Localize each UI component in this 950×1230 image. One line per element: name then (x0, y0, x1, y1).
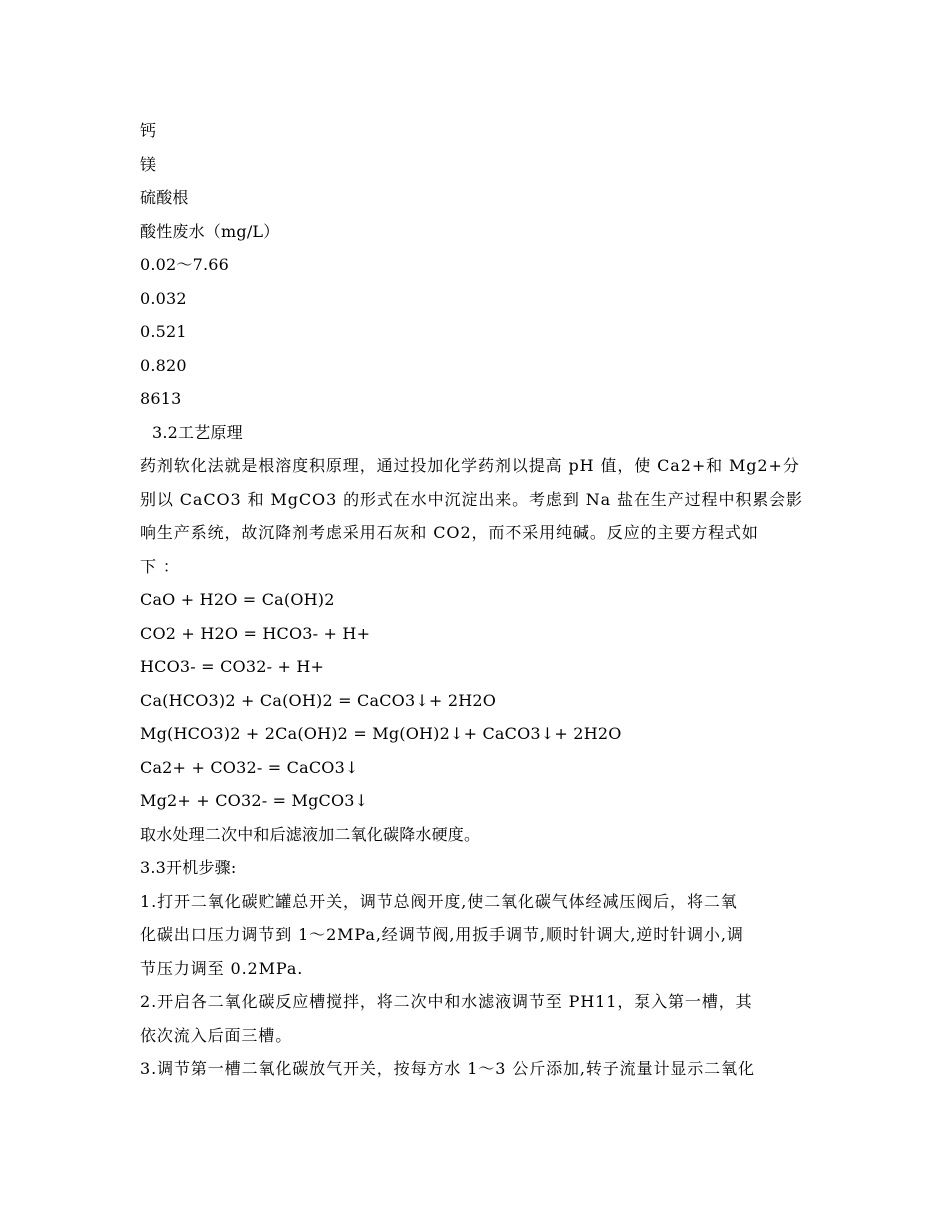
paragraph-line: 别以 CaCO3 和 MgCO3 的形式在水中沉淀出来。考虑到 Na 盐在生产过程中积累会影 (140, 489, 803, 509)
startup-step-2 (140, 985, 815, 1052)
table-value-4: 0.820 (140, 355, 187, 375)
table-value-1: 0.02～7.66 (140, 255, 230, 274)
startup-step-1 (140, 885, 815, 986)
paragraph-line: 响生产系统，故沉降剂考虑采用石灰和 CO2，而不采用纯碱。反应的主要方程式如 (140, 523, 759, 542)
paragraph-line: 下 ： (140, 556, 180, 576)
document-page (140, 114, 815, 1086)
paragraph-line: 2.开启各二氧化碳反应槽搅拌，将二次中和水滤液调节至 PH11，泵入第一槽，其 (140, 992, 753, 1011)
summary-line: 取水处理二次中和后滤液加二氧化碳降水硬度。 (140, 824, 481, 844)
paragraph-line: 化碳出口压力调节到 1～2MPa,经调节阀,用扳手调节,顺时针调大,逆时针调小,调 (140, 925, 744, 944)
table-value-5: 8613 (140, 389, 182, 408)
paragraph-line: 依次流入后面三槽。 (140, 1025, 293, 1045)
section-heading-3-2: 3.2工艺原理 (152, 422, 243, 442)
paragraph-line: 3.调节第一槽二氧化碳放气开关，按每方水 1～3 公斤添加,转子流量计显示二氧化 (140, 1059, 755, 1078)
table-value-2: 0.032 (140, 288, 187, 308)
table-label-acid-wastewater: 酸性废水（mg/L） (140, 221, 280, 241)
section-heading-3-3: 3.3开机步骤: (140, 858, 237, 877)
startup-step-3 (140, 1052, 815, 1086)
equation-6: Ca2+ + CO32- = CaCO3↓ (140, 757, 359, 777)
process-principle-paragraph (140, 449, 815, 583)
equation-7: Mg2+ + CO32- = MgCO3↓ (140, 791, 369, 810)
equation-3: HCO3- = CO32- + H+ (140, 657, 325, 676)
paragraph-line: 节压力调至 0.2MPa. (140, 958, 304, 978)
paragraph-line: 药剂软化法就是根溶度积原理，通过投加化学药剂以提高 pH 值，使 Ca2+和 Mg2+分 (140, 456, 800, 475)
equation-4: Ca(HCO3)2 + Ca(OH)2 = CaCO3↓+ 2H2O (140, 690, 497, 710)
table-label-magnesium: 镁 (140, 154, 157, 174)
table-value-3: 0.521 (140, 322, 187, 341)
equation-1: CaO + H2O = Ca(OH)2 (140, 590, 335, 609)
table-label-sulfate: 硫酸根 (140, 188, 189, 207)
table-label-calcium: 钙 (140, 121, 157, 140)
equation-5: Mg(HCO3)2 + 2Ca(OH)2 = Mg(OH)2↓+ CaCO3↓+ 2H2O (140, 724, 622, 743)
paragraph-line: 1.打开二氧化碳贮罐总开关，调节总阀开度,使二氧化碳气体经减压阀后，将二氧 (140, 891, 738, 911)
equation-2: CO2 + H2O = HCO3- + H+ (140, 623, 371, 643)
